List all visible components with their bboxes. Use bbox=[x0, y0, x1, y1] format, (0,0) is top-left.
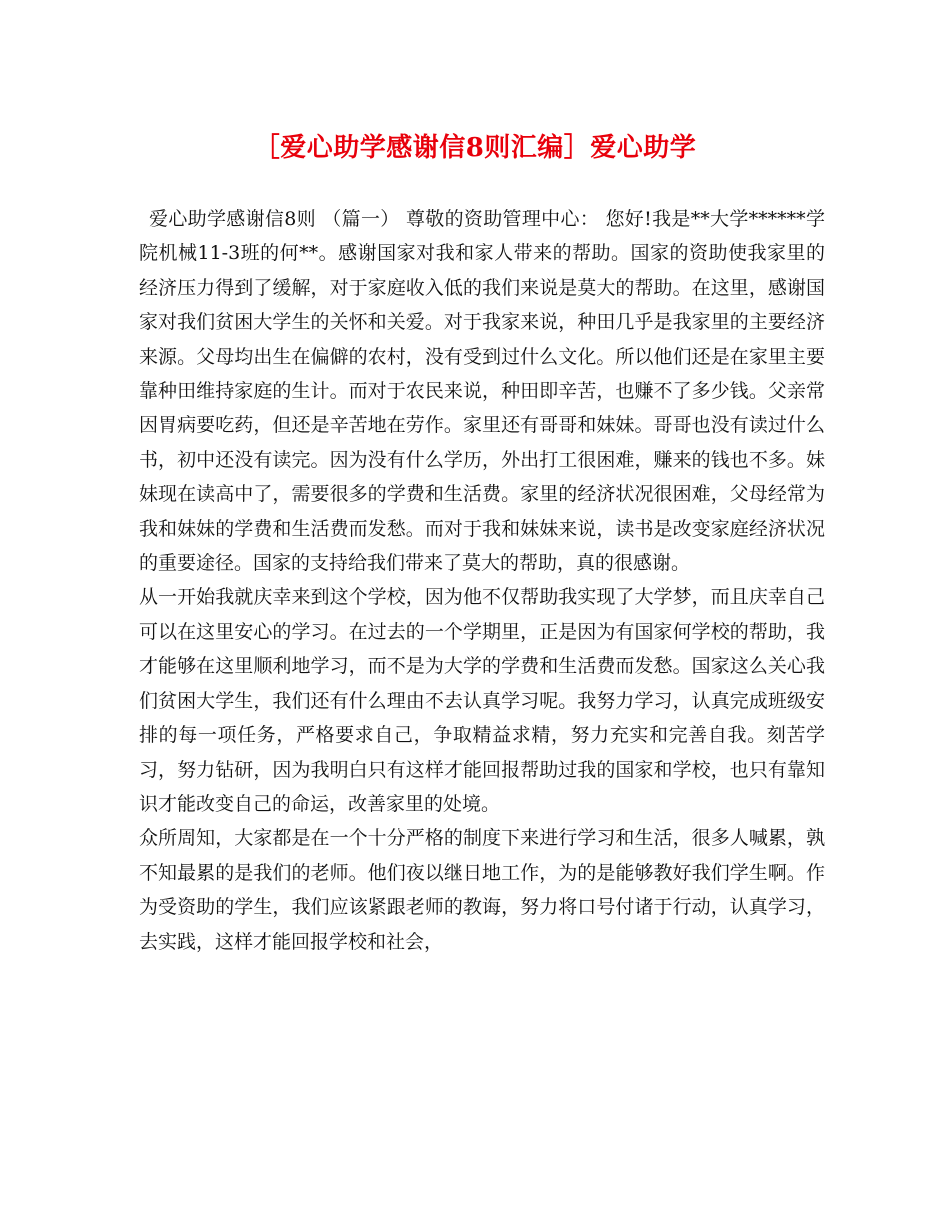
paragraph-2: 从一开始我就庆幸来到这个学校，因为他不仅帮助我实现了大学梦，而且庆幸自己可以在这里安心的学习。在过去的一个学期里，正是因为有国家何学校的帮助，我才能够在这里顺利地学习，而不是为大学的学费和生活费而发愁。国家这么关心我们贫困大学生，我们还有什么理由不去认真学习呢。我努力学习，认真完成班级安排的每一项任务，严格要求自己，争取精益求精，努力充实和完善自我。刻苦学习，努力钻研，因为我明白只有这样才能回报帮助过我的国家和学校，也只有靠知识才能改变自己的命运，改善家里的处境。 bbox=[139, 586, 825, 815]
paragraph-3: 众所周知，大家都是在一个十分严格的制度下来进行学习和生活，很多人喊累，孰不知最累的是我们的老师。他们夜以继日地工作，为的是能够教好我们学生啊。作为受资助的学生，我们应该紧跟老师的教诲，努力将口号付诸于行动，认真学习，去实践，这样才能回报学校和社会， bbox=[139, 827, 825, 953]
paragraph-1: 爱心助学感谢信8则 （篇一） 尊敬的资助管理中心： 您好!我是**大学******学院机械11-3班的何**。感谢国家对我和家人带来的帮助。国家的资助使我家里的经济压力得到了缓解，对于家庭收入低的我们来说是莫大的帮助。在这里，感谢国家对我们贫困大学生的关怀和关爱。对于我家来说，种田几乎是我家里的主要经济来源。父母均出生在偏僻的农村，没有受到过什么文化。所以他们还是在家里主要靠种田维持家庭的生计。而对于农民来说，种田即辛苦，也赚不了多少钱。父亲常因胃病要吃药，但还是辛苦地在劳作。家里还有哥哥和妹妹。哥哥也没有读过什么书，初中还没有读完。因为没有什么学历，外出打工很困难，赚来的钱也不多。妹妹现在读高中了，需要很多的学费和生活费。家里的经济状况很困难，父母经常为我和妹妹的学费和生活费而发愁。而对于我和妹妹来说，读书是改变家庭经济状况的重要途径。国家的支持给我们带来了莫大的帮助，真的很感谢。 bbox=[139, 208, 825, 575]
document-body bbox=[139, 202, 825, 959]
document-title: ［爱心助学感谢信8则汇编］爱心助学 bbox=[253, 133, 697, 163]
